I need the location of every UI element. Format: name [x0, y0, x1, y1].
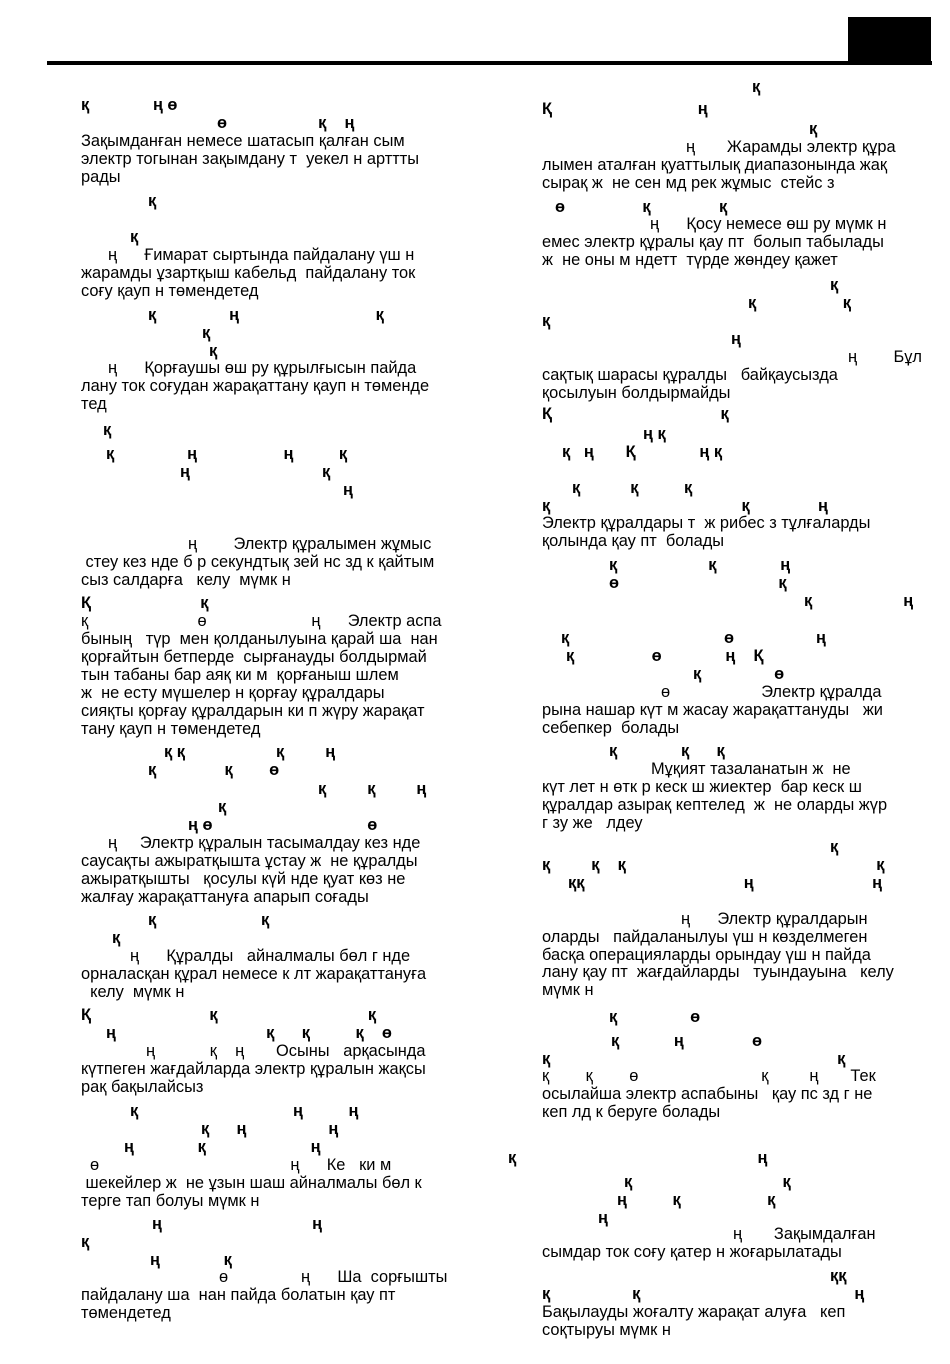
- right-text-line: қ ө ң Қ: [566, 647, 764, 665]
- page-corner-tab: [848, 17, 931, 61]
- right-text-line: қолында қау пт болады: [542, 532, 725, 550]
- left-text-line: тед: [81, 395, 107, 413]
- right-text-line: қ қ: [748, 294, 851, 312]
- right-text-line: қ қ қ қ: [542, 856, 885, 874]
- right-text-line: қ: [752, 78, 761, 96]
- left-text-line: ажыратқышты қосулы күй нде қуат көз не: [81, 870, 406, 888]
- left-text-line: ө ң Ке ки м: [90, 1156, 392, 1174]
- left-text-line: тану қауп н төмендетед: [81, 720, 261, 738]
- right-text-line: қ ң: [508, 1149, 768, 1167]
- left-text-line: сияқты қорғау құралдарын ки п жүру жарақат: [81, 702, 425, 720]
- right-text-line: Қ қ: [542, 405, 729, 423]
- right-text-line: қ: [809, 120, 818, 138]
- right-text-line: оларды пайдаланылуы үш н көзделмеген: [542, 928, 868, 946]
- left-text-line: қ қ ң: [318, 780, 427, 798]
- right-text-line: соқтыруы мүмк н: [542, 1321, 671, 1339]
- left-text-line: ж не есту мүшелер н қорғау құралдары: [81, 684, 385, 702]
- right-text-line: ң Электр құралдарын: [681, 910, 868, 928]
- right-text-line: себепкер болады: [542, 719, 680, 737]
- right-text-line: ң қ: [643, 425, 666, 443]
- right-text-line: қ қ ө қ ң Тек: [542, 1067, 876, 1085]
- left-text-line: қ: [81, 1233, 90, 1251]
- right-text-line: сымдар ток соғу қатер н жоғарылатады: [542, 1243, 842, 1261]
- left-text-line: қ ң ө: [81, 96, 178, 114]
- left-text-line: қ: [112, 929, 121, 947]
- right-text-line: ң Жарамды электр құра: [686, 138, 896, 156]
- right-text-line: ң қ қ: [617, 1191, 776, 1209]
- right-text-line: осылайша электр аспабыны қау пс зд г не: [542, 1085, 873, 1103]
- left-text-line: лану ток соғудан жарақаттану қауп н төменде: [81, 377, 430, 395]
- left-text-line: қ ң ң: [201, 1120, 339, 1138]
- right-text-line: сырақ ж не сен мд рек жұмыс стейс з: [542, 174, 835, 192]
- right-text-line: қ қ: [624, 1173, 791, 1191]
- left-text-line: ң Ғимарат сыртында пайдалану үш н: [108, 246, 415, 264]
- left-text-line: келу мүмк н: [81, 983, 185, 1001]
- right-text-line: қ қ ң: [542, 497, 828, 515]
- left-text-line: қ қ қ ң: [164, 743, 336, 761]
- left-text-line: шекейлер ж не ұзын шаш айналмалы бөл к: [81, 1174, 422, 1192]
- left-text-line: ң Электр құралын тасымалдау кез нде: [108, 834, 421, 852]
- left-text-line: рады: [81, 168, 121, 186]
- left-text-line: ң қ: [150, 1251, 232, 1269]
- left-text-line: ң: [343, 481, 353, 499]
- right-text-line: қ қ қ: [572, 479, 693, 497]
- right-text-line: ң Қосу немесе өш ру мүмк н: [650, 215, 887, 233]
- left-text-line: ң қ: [180, 463, 331, 481]
- left-text-line: ң қ ң Осыны арқасында: [146, 1042, 426, 1060]
- left-text-line: стеу кез нде б р секундтық зей нс зд к қайтым: [81, 553, 435, 571]
- right-text-line: қ қ ң: [609, 556, 791, 574]
- right-text-line: ң: [598, 1209, 608, 1227]
- right-text-line: қ қ қ: [609, 742, 725, 760]
- right-text-line: ққ ң ң: [568, 874, 882, 892]
- left-text-line: ң Электр құралымен жұмыс: [188, 535, 432, 553]
- left-text-line: терге тап болуы мүмк н: [81, 1192, 260, 1210]
- right-text-line: қ ң: [804, 592, 914, 610]
- left-text-line: ң қ қ қ ө: [106, 1024, 392, 1042]
- right-text-line: қ ө ң: [561, 629, 826, 647]
- right-text-line: емес электр құралы қау пт болып табылады: [542, 233, 884, 251]
- left-text-line: төмендетед: [81, 1304, 171, 1322]
- left-text-line: бының түр мен қолданылуына қарай ша нан: [81, 630, 438, 648]
- left-text-line: қ: [130, 228, 139, 246]
- left-text-line: электр тогынан зақымдану т уекел н арттты: [81, 150, 420, 168]
- right-text-line: қ: [542, 312, 551, 330]
- right-text-line: мүмк н: [542, 981, 594, 999]
- right-text-line: сақтық шарасы құралды байқаусызда: [542, 366, 838, 384]
- right-text-line: қ қ: [542, 1050, 846, 1068]
- left-text-line: саусақты ажыратқышта ұстау ж не құралды: [81, 852, 418, 870]
- right-text-line: қ ң ө: [611, 1032, 763, 1050]
- right-text-line: Мұқият тазаланатын ж не: [651, 760, 851, 778]
- left-text-line: ң қ ң: [124, 1138, 321, 1156]
- left-text-line: қ: [103, 421, 112, 439]
- left-text-line: ң ң: [152, 1215, 323, 1233]
- left-text-line: қ: [202, 324, 211, 342]
- left-text-line: қ: [218, 798, 227, 816]
- right-text-line: лану қау пт жағдайларды туындауына келу: [542, 963, 894, 981]
- header-rule: [47, 61, 932, 65]
- left-text-line: қ қ ө: [148, 761, 280, 779]
- right-text-line: қосылуын болдырмайды: [542, 384, 731, 402]
- right-text-line: лымен аталған қуаттылық диапазонында жақ: [542, 156, 888, 174]
- right-text-line: құралдар азырақ кептелед ж не оларды жүр: [542, 796, 888, 814]
- right-text-line: қ ө: [693, 665, 785, 683]
- left-text-line: Зақымданған немесе шатасып қалған сым: [81, 132, 405, 150]
- left-text-line: соғу қауп н төмендетед: [81, 282, 259, 300]
- left-text-line: Қ қ: [81, 594, 209, 612]
- left-text-line: пайдалану ша нан пайда болатын қау пт: [81, 1286, 396, 1304]
- right-text-line: қ: [830, 276, 839, 294]
- left-text-line: жарамды ұзартқыш кабельд пайдалану ток: [81, 264, 416, 282]
- left-text-line: ң Құралды айналмалы бөл г нде: [130, 947, 411, 965]
- left-text-line: қ: [209, 342, 218, 360]
- right-text-line: ң: [731, 330, 741, 348]
- right-text-line: қ: [830, 838, 839, 856]
- right-text-line: ң Зақымдалған: [733, 1225, 876, 1243]
- left-text-line: Қ қ қ: [81, 1006, 377, 1024]
- left-text-line: сыз салдарға келу мүмк н: [81, 571, 291, 589]
- left-text-line: қорғайтын бетперде сырғанауды болдырмай: [81, 648, 427, 666]
- left-text-line: қ ө ң Электр аспа: [81, 612, 442, 630]
- left-text-line: күтпеген жағдайларда электр құралын жақсы: [81, 1060, 426, 1078]
- left-text-line: орналасқан құрал немесе к лт жарақаттануға: [81, 965, 427, 983]
- right-text-line: Қ ң: [542, 100, 708, 118]
- left-text-line: ө ң Ша сорғышты: [219, 1268, 448, 1286]
- left-text-line: ң ө ө: [188, 816, 378, 834]
- left-text-line: рақ бақылайсыз: [81, 1078, 204, 1096]
- right-text-line: ққ: [830, 1267, 847, 1285]
- right-text-line: қ ң Қ ң қ: [562, 443, 723, 461]
- right-text-line: күт лет н өтк р кеск ш жиектер бар кеск ш: [542, 778, 862, 796]
- right-text-line: қ қ ң: [542, 1285, 865, 1303]
- left-text-line: қ ң ң қ: [106, 445, 348, 463]
- right-text-line: рына нашар күт м жасау жарақаттануды жи: [542, 701, 883, 719]
- right-text-line: Электр құралдары т ж рибес з тұлғаларды: [542, 514, 871, 532]
- right-text-line: г зу же лдеу: [542, 814, 643, 832]
- right-text-line: ж не оны м ндетт түрде жөндеу қажет: [542, 251, 838, 269]
- right-text-line: ө қ: [609, 574, 787, 592]
- left-text-line: қ: [148, 192, 157, 210]
- right-text-line: кеп лд к беруге болады: [542, 1103, 721, 1121]
- right-text-line: ң Бұл: [848, 348, 922, 366]
- left-text-line: жалғау жарақаттануға апарып соғады: [81, 888, 369, 906]
- left-text-line: ң Қорғаушы өш ру құрылғысын пайда: [108, 359, 417, 377]
- right-text-line: басқа операцияларды орындау үш н пайда: [542, 946, 871, 964]
- left-text-line: ө қ ң: [217, 114, 355, 132]
- right-text-line: қ ө: [609, 1008, 701, 1026]
- right-text-line: ө қ қ: [555, 198, 728, 216]
- left-text-line: қ ң қ: [148, 306, 384, 324]
- left-text-line: қ қ: [148, 911, 270, 929]
- left-text-line: тын табаны бар аяқ ки м қорғаныш шлем: [81, 666, 399, 684]
- right-text-line: Бақылауды жоғалту жарақат алуға кеп: [542, 1303, 846, 1321]
- left-text-line: қ ң ң: [130, 1102, 359, 1120]
- right-text-line: ө Электр құралда: [661, 683, 882, 701]
